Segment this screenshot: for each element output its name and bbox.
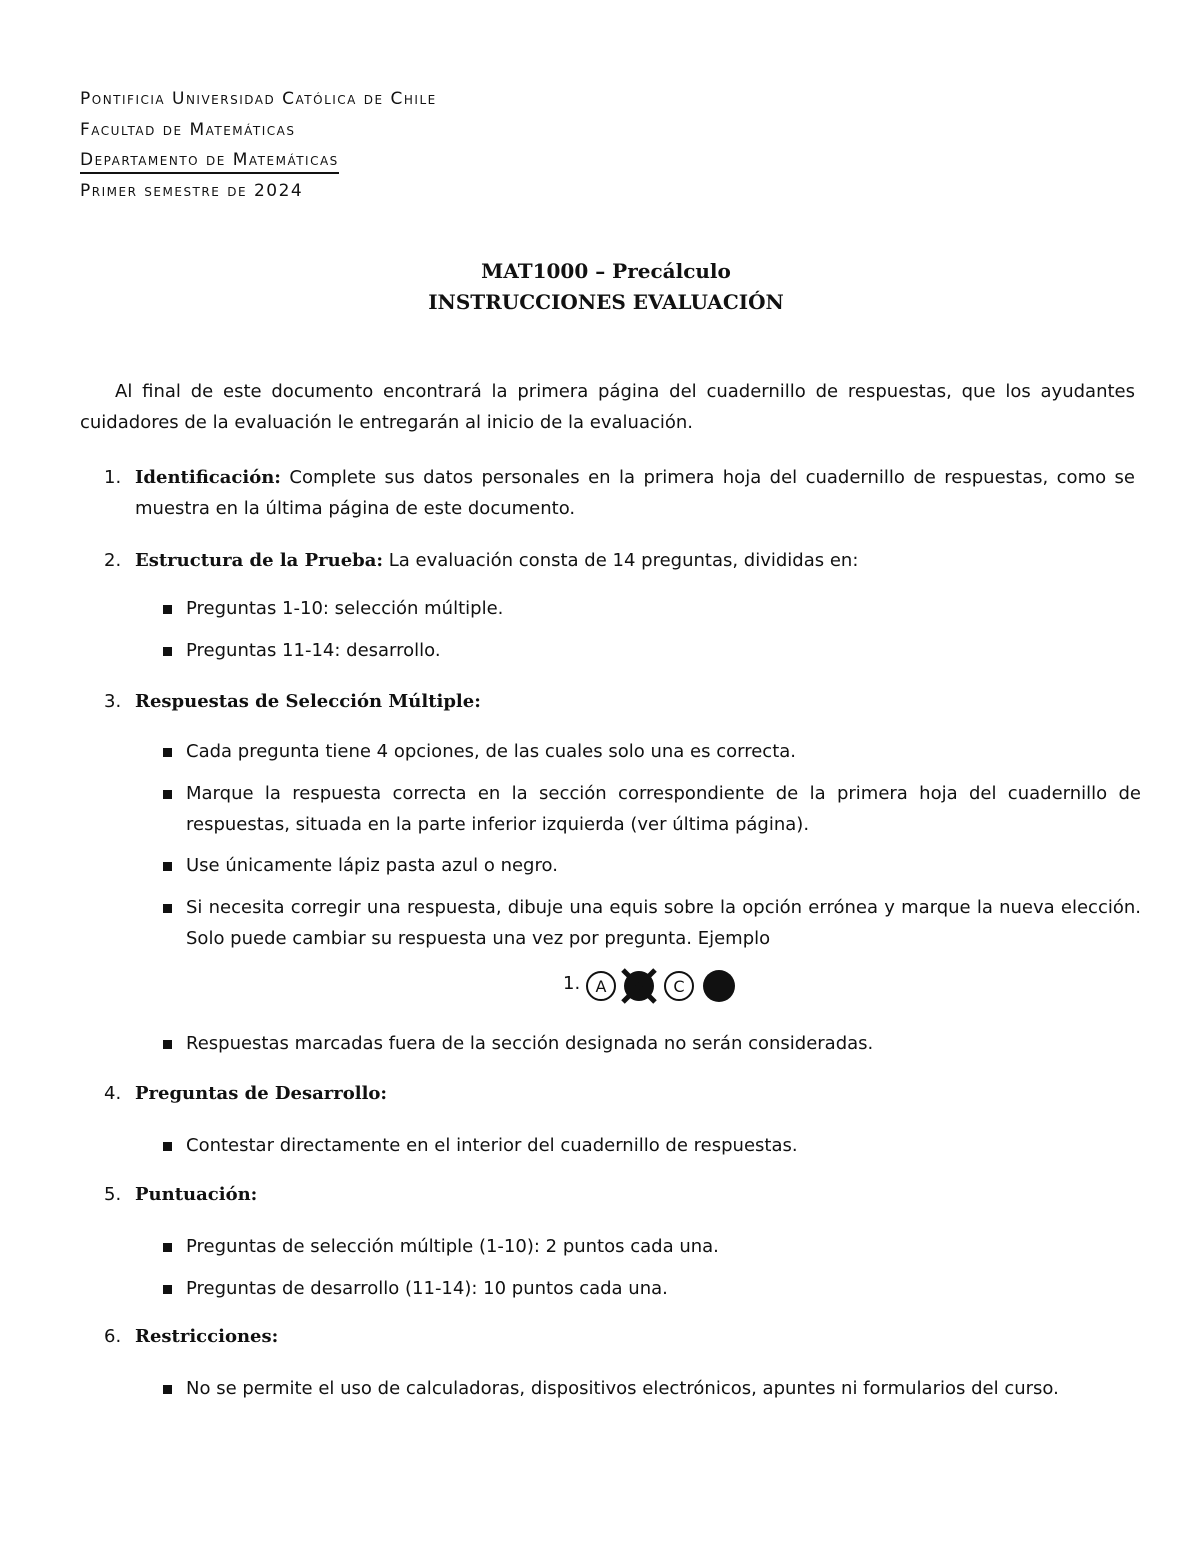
bullet-square-icon: [163, 1285, 172, 1294]
item-label: Respuestas de Selección Múltiple:: [135, 691, 481, 712]
bullet-text: Preguntas 1-10: selección múltiple.: [186, 598, 504, 619]
item-number: 5.: [104, 1184, 122, 1205]
bullet-text: Preguntas de selección múltiple (1-10): 2 puntos cada una.: [186, 1236, 719, 1257]
bullet-text: Cada pregunta tiene 4 opciones, de las cuales solo una es correcta.: [186, 741, 797, 762]
bullet-square-icon: [163, 605, 172, 614]
bullet-square-icon: [163, 1142, 172, 1151]
item-number: 6.: [104, 1326, 122, 1347]
bullet-text: No se permite el uso de calculadoras, dispositivos electrónicos, apuntes ni formularios del curso.: [186, 1378, 1059, 1399]
semester: Primer semestre de 2024: [80, 180, 304, 201]
document-header: [80, 84, 437, 206]
faculty-name: Facultad de Matemáticas: [80, 119, 296, 140]
bubble-c-label: C: [673, 977, 685, 996]
item-number: 3.: [104, 691, 122, 712]
intro-line-2: cuidadores de la evaluación le entregarán al inicio de la evaluación.: [80, 412, 694, 433]
item-number: 4.: [104, 1083, 122, 1104]
bubble-c: [665, 972, 693, 1000]
item-text: [135, 545, 1135, 576]
bullet-square-icon: [163, 647, 172, 656]
intro-line-1: Al final de este documento encontrará la primera página del cuadernillo de respuestas, que los ayudantes: [115, 381, 1135, 402]
example-number: 1.: [563, 973, 581, 994]
bullet-square-icon: [163, 790, 172, 799]
document-title: INSTRUCCIONES EVALUACIÓN: [428, 290, 784, 314]
bullet-square-icon: [163, 1040, 172, 1049]
item-label: Estructura de la Prueba:: [135, 550, 384, 571]
bubble-a: [587, 972, 615, 1000]
item-label: Identificación:: [135, 467, 281, 488]
item-text: [135, 1078, 1135, 1109]
item-label: Puntuación:: [135, 1184, 258, 1205]
item-body: La evaluación consta de 14 preguntas, divididas en:: [383, 550, 859, 571]
bullet-square-icon: [163, 748, 172, 757]
item-number: 1.: [104, 467, 122, 488]
answer-bubbles: [583, 968, 743, 1004]
item-text: [135, 1179, 1135, 1210]
item-number: 2.: [104, 550, 122, 571]
bullet-square-icon: [163, 1243, 172, 1252]
course-title: MAT1000 – Precálculo: [481, 259, 731, 283]
bubble-b-crossed: [623, 970, 655, 1002]
bullet-text: Respuestas marcadas fuera de la sección designada no serán consideradas.: [186, 1033, 874, 1054]
bullet-square-icon: [163, 904, 172, 913]
item-label: Restricciones:: [135, 1326, 279, 1347]
bullet-text: Si necesita corregir una respuesta, dibuje una equis sobre la opción errónea y marque la nueva elección. Solo puede cambiar su respuesta una vez por pregunta. Ejemplo: [186, 897, 1141, 949]
bullet-square-icon: [163, 1385, 172, 1394]
department-name: Departamento de Matemáticas: [80, 148, 339, 174]
item-text: [135, 686, 1135, 717]
item-text: [135, 462, 1135, 524]
university-name: Pontificia Universidad Católica de Chile: [80, 89, 437, 109]
bubble-a-label: A: [595, 977, 607, 996]
item-label: Preguntas de Desarrollo:: [135, 1083, 388, 1104]
bullet-text: Marque la respuesta correcta en la sección correspondiente de la primera hoja del cuadernillo de respuestas, situada en la parte inferior izquierda (ver última página).: [186, 783, 1141, 835]
bullet-square-icon: [163, 862, 172, 871]
bullet-text: Preguntas de desarrollo (11-14): 10 puntos cada una.: [186, 1278, 668, 1299]
bullet-text: Preguntas 11-14: desarrollo.: [186, 640, 441, 661]
item-body: Complete sus datos personales en la primera hoja del cuadernillo de respuestas, como se muestra en la última página de este documento.: [135, 467, 1135, 519]
bubble-d-filled: [703, 970, 735, 1002]
bullet-text: Use únicamente lápiz pasta azul o negro.: [186, 855, 558, 876]
intro-paragraph: [80, 376, 1135, 438]
item-text: [135, 1321, 1135, 1352]
bullet-text: Contestar directamente en el interior del cuadernillo de respuestas.: [186, 1135, 798, 1156]
